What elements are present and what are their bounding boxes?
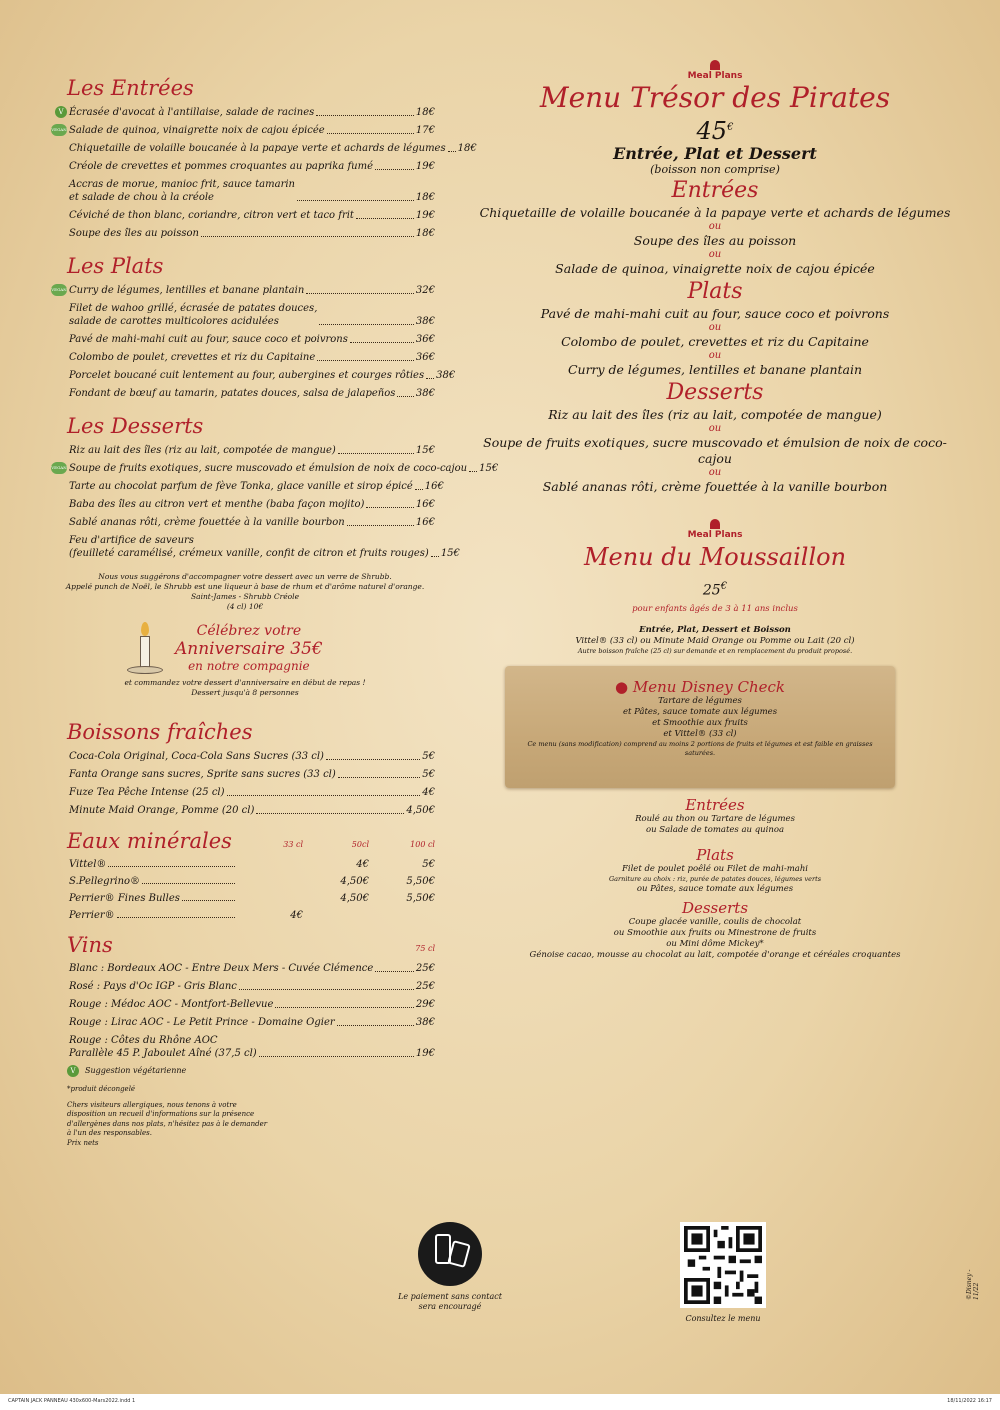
boissons-list [55,750,435,817]
menu-item [69,351,435,364]
item-price: 19€ [415,1048,435,1059]
shrubb-note [55,572,435,612]
item-name: Fondant de bœuf au tamarin, patates douces, salsa de jalapeños [69,388,396,399]
payment-line: sera encouragé [418,1302,482,1311]
footer-file: CAPTAIN JACK PANNEAU 430x600-Mars2022.indd 1 [8,1398,136,1404]
tresor-sub: Entrée, Plat et Dessert [613,144,817,163]
ou-separator: ou [708,350,722,361]
right-column [470,60,960,961]
item-name: Minute Maid Orange, Pomme (20 cl) [69,805,255,816]
disney-check-title [513,678,887,696]
entrees-title: Les Entrées [67,76,194,100]
item-price: 36€ [415,352,435,363]
moussaillon-currency: € [720,581,728,592]
vins-col: 75 cl [415,944,435,953]
moussaillon-price-value: 25 [702,582,721,599]
meal-plans-logo-icon [710,519,720,529]
print-footer [0,1394,1000,1410]
item-name: Pavé de mahi-mahi cuit au four, sauce coco et poivrons [69,334,348,345]
water-price: 5,50€ [406,893,435,904]
menu-item [69,160,435,173]
left-column [51,70,499,1148]
item-name: Céviché de thon blanc, coriandre, citron vert et taco frit [69,210,354,221]
meal-plans-logo: Meal Plans [687,71,743,81]
menu-item [69,998,435,1011]
tresor-item: Colombo de poulet, crevettes et riz du Capitaine [561,334,869,349]
item-name: Riz au lait des îles (riz au lait, compotée de mangue) [69,445,336,456]
menu-item [51,284,435,297]
menu-item [69,1034,435,1060]
item-price: 16€ [424,481,444,492]
menu-item [69,142,477,155]
plats-title: Les Plats [67,254,164,278]
item-name: Baba des îles au citron vert et menthe (baba façon mojito) [69,499,365,510]
menu-item [69,498,435,511]
item-name: Salade de quinoa, vinaigrette noix de cajou épicée [69,125,325,136]
menu-item [69,387,435,400]
item-price: 29€ [415,999,435,1010]
disney-check-line: Tartare de légumes [658,695,742,706]
water-price: 5,50€ [406,876,435,887]
item-price: 38€ [415,388,435,399]
tresor-item: Riz au lait des îles (riz au lait, compotée de mangue) [548,407,882,422]
prix-nets: Prix nets [67,1138,99,1147]
legend [67,1065,435,1148]
tresor-item: Sablé ananas rôti, crème fouettée à la vanille bourbon [542,479,888,494]
item-price: 38€ [436,370,456,381]
menu-item [69,1016,435,1029]
meal-plans-logo-icon [710,60,720,70]
item-price: 32€ [415,285,435,296]
menu-item [69,178,435,204]
moussaillon-dessert: Génoise cacao, mousse au chocolat au lait, compotée d'orange et céréales croquantes [529,949,901,960]
moussaillon-dessert: ou Mini dôme Mickey* [666,938,764,949]
vins-title: Vins [67,933,113,957]
item-name: Écrasée d'avocat à l'antillaise, salade de racines [69,107,315,118]
ou-separator: ou [708,221,722,232]
desserts-title: Les Desserts [67,414,204,438]
item-price: 15€ [440,548,460,559]
plats-list [51,284,456,400]
menu-item [69,980,435,993]
water-price: 4,50€ [340,876,369,887]
anniversary-note [55,678,435,698]
menu-item [58,106,435,119]
item-name: Feu d'artifice de saveurs [69,535,194,546]
item-name: Accras de morue, manioc frit, sauce tamarin [69,179,295,190]
shrubb-line: Appelé punch de Noël, le Shrubb est une liqueur à base de rhum et d'arôme naturel d'orange. [65,582,425,591]
item-name: Rosé : Pays d'Oc IGP - Gris Blanc [69,981,237,992]
menu-item [69,750,435,763]
item-name-line2: Parallèle 45 P. Jaboulet Aîné (37,5 cl) [69,1048,257,1059]
shrubb-line: Saint-James - Shrubb Créole [190,592,300,601]
moussaillon-price [470,574,960,604]
eaux-col: 100 cl [410,840,435,849]
ou-separator: ou [708,249,722,260]
water-price: 4,50€ [340,893,369,904]
water-name: Vittel® [69,859,107,870]
item-price: 18€ [415,192,435,203]
menu-item [69,804,435,817]
item-price: 18€ [415,107,435,118]
item-name: Curry de légumes, lentilles et banane plantain [69,285,305,296]
qr-block [678,1222,768,1323]
water-price: 4€ [290,910,303,921]
footer-date: 18/11/2022 16:17 [947,1398,992,1404]
item-price: 19€ [415,161,435,172]
tresor-item: Salade de quinoa, vinaigrette noix de cajou épicée [555,261,875,276]
menu-item [69,302,435,328]
water-row [69,859,435,870]
item-price: 4,50€ [406,805,435,816]
menu-item [69,962,435,975]
tresor-section-title: Plats [687,279,743,304]
moussaillon-sub: Entrée, Plat, Dessert et Boisson [639,624,791,635]
water-name: Perrier® [69,910,115,921]
item-price: 17€ [415,125,435,136]
water-name: Perrier® Fines Bulles [69,893,180,904]
item-name: Fanta Orange sans sucres, Sprite sans sucres (33 cl) [69,769,336,780]
anniversary-line: en notre compagnie [188,659,310,673]
menu-item [69,480,444,493]
item-name-line2: et salade de chou à la créole [69,192,214,203]
disney-check-note: Ce menu (sans modification) comprend au moins 2 portions de fruits et légumes et est faible en graisses saturées. [527,739,873,757]
ou-separator: ou [708,467,722,478]
item-name: Sablé ananas rôti, crème fouettée à la vanille bourbon [69,517,345,528]
allergy-line: à l'un des responsables. [67,1129,152,1137]
contactless-icon [418,1222,482,1286]
menu-item [69,768,435,781]
eaux-title: Eaux minérales [67,829,232,853]
shrubb-line: Nous vous suggérons d'accompagner votre dessert avec un verre de Shrubb. [98,572,392,581]
water-name: S.Pellegrino® [69,876,141,887]
item-name-line2: salade de carottes multicolores acidulées [69,316,279,327]
item-name: Chiquetaille de volaille boucanée à la papaye verte et achards de légumes [69,143,446,154]
item-name: Colombo de poulet, crevettes et riz du Capitaine [69,352,316,363]
tresor-item: Pavé de mahi-mahi cuit au four, sauce coco et poivrons [540,306,890,321]
tresor-price-value: 45 [696,117,728,145]
meal-plans-logo: Meal Plans [687,530,743,540]
item-name: Blanc : Bordeaux AOC - Entre Deux Mers - Cuvée Clémence [69,963,374,974]
tresor-section-title: Desserts [666,380,764,405]
qr-caption: Consultez le menu [685,1314,761,1323]
desserts-list [51,444,499,560]
water-row [69,876,435,887]
vins-header [55,927,435,959]
tresor-section-title: Entrées [671,178,759,203]
tresor-item: Curry de légumes, lentilles et banane plantain [567,362,863,377]
item-price: 5€ [422,769,435,780]
item-name: Rouge : Lirac AOC - Le Petit Prince - Domaine Ogier [69,1017,335,1028]
disney-check-line: et Smoothie aux fruits [652,717,748,728]
water-price: 4€ [356,859,369,870]
tresor-price [470,115,960,144]
contactless-payment [390,1222,510,1312]
item-name-line2: (feuilleté caramélisé, crémeux vanille, confit de citron et fruits rouges) [69,548,429,559]
item-price: 16€ [415,499,435,510]
item-name: Soupe des îles au poisson [69,228,199,239]
menu-item [69,227,435,240]
anniversary-line: Célébrez votre [196,623,302,639]
moussaillon-dessert: ou Smoothie aux fruits ou Minestrone de fruits [613,927,817,938]
tresor-currency: € [727,122,734,133]
menu-item [69,516,435,529]
item-price: 36€ [415,334,435,345]
moussaillon-plat: ou Pâtes, sauce tomate aux légumes [636,883,794,894]
water-row [69,910,435,921]
item-price: 19€ [415,210,435,221]
tresor-sub2: (boisson non comprise) [650,163,780,176]
eaux-list [55,859,435,921]
boissons-title: Boissons fraîches [67,720,253,744]
disney-check-parchment [505,666,895,788]
anniversary-price: Anniversaire 35€ [175,639,323,659]
qr-code-icon [684,1226,762,1304]
water-price: 5€ [422,859,435,870]
moussaillon-plat: Filet de poulet poêlé ou Filet de mahi-mahi [621,863,809,874]
item-price: 5€ [422,751,435,762]
menu-item [69,534,460,560]
ou-separator: ou [708,322,722,333]
decongele-label: *produit décongelé [67,1085,136,1093]
moussaillon-plat: Garniture au choix : riz, purée de patates douces, légumes verts [608,874,822,883]
mickey-icon: ● [614,677,629,696]
item-price: 38€ [415,316,435,327]
anniversary-block [125,618,435,678]
veg-label: Suggestion végétarienne [85,1066,187,1076]
moussaillon-drinks-note: Autre boisson fraîche (25 cl) sur demande et en remplacement du produit proposé. [577,646,853,655]
entrees-list [51,106,477,240]
eaux-col: 33 cl [283,840,303,849]
payment-line: Le paiement sans contact [398,1292,502,1301]
item-price: 15€ [415,445,435,456]
anniversary-note-line: Dessert jusqu'à 8 personnes [191,688,299,697]
item-name: Soupe de fruits exotiques, sucre muscovado et émulsion de noix de coco-cajou [69,463,468,474]
disney-check-line: et Pâtes, sauce tomate aux légumes [622,706,778,717]
eaux-col: 50cl [351,840,369,849]
item-name: Rouge : Médoc AOC - Montfort-Bellevue [69,999,274,1010]
tresor-item: Chiquetaille de volaille boucanée à la papaye verte et achards de légumes [479,205,951,220]
moussaillon-entrees-title: Entrées [685,795,745,814]
moussaillon-title: Menu du Moussaillon [583,543,847,571]
allergy-line: Chers visiteurs allergiques, nous tenons à votre [67,1100,237,1109]
item-name: Tarte au chocolat parfum de fève Tonka, glace vanille et sirop épicé [69,481,413,492]
tresor-item: Soupe des îles au poisson [633,233,797,248]
item-price: 25€ [415,981,435,992]
tresor-title: Menu Trésor des Pirates [539,81,891,114]
moussaillon-desserts-title: Desserts [681,898,749,917]
moussaillon-entree: Roulé au thon ou Tartare de légumes [635,813,795,824]
candle-icon [125,618,165,678]
item-name: Filet de wahoo grillé, écrasée de patates douces, [69,303,318,314]
copyright: ©Disney - 11/22 [966,1269,980,1300]
disney-check-title-text: Menu Disney Check [632,677,785,696]
disney-check-line: et Vittel® (33 cl) [663,728,737,739]
eaux-header [55,823,435,855]
vegan-icon: VEGAN [51,462,67,474]
item-name: Porcelet boucané cuit lentement au four, aubergines et courges rôties [69,370,425,381]
vegan-icon: VEGAN [51,124,67,136]
water-row [69,893,435,904]
shrubb-line: (4 cl) 10€ [226,602,264,611]
item-name: Fuze Tea Pêche Intense (25 cl) [69,787,225,798]
anniversary-note-line: et commandez votre dessert d'anniversaire en début de repas ! [124,678,366,687]
moussaillon-entree: ou Salade de tomates au quinoa [645,824,785,835]
menu-item [51,462,499,475]
menu-item [69,369,456,382]
tresor-item: Soupe de fruits exotiques, sucre muscovado et émulsion de noix de coco-cajou [483,435,947,466]
tresor-sections [470,178,960,495]
item-price: 16€ [415,517,435,528]
menu-item [69,333,435,346]
moussaillon-age: pour enfants âgés de 3 à 11 ans inclus [632,603,798,614]
ou-separator: ou [708,423,722,434]
item-price: 18€ [457,143,477,154]
item-name: Créole de crevettes et pommes croquantes au paprika fumé [69,161,373,172]
vegan-icon: VEGAN [51,284,67,296]
menu-item [69,444,435,457]
item-price: 38€ [415,1017,435,1028]
menu-item [51,124,435,137]
menu-item [69,786,435,799]
item-price: 25€ [415,963,435,974]
vegetarian-icon: V [67,1065,79,1077]
item-name: Coca-Cola Original, Coca-Cola Sans Sucres (33 cl) [69,751,324,762]
allergy-line: disposition un recueil d'informations sur la présence [67,1110,255,1118]
moussaillon-dessert: Coupe glacée vanille, coulis de chocolat [628,916,802,927]
moussaillon-drinks: Vittel® (33 cl) ou Minute Maid Orange ou Pomme ou Lait (20 cl) [575,635,855,646]
item-price: 4€ [422,787,435,798]
vegetarian-icon: V [55,106,67,118]
item-name: Rouge : Côtes du Rhône AOC [69,1035,218,1046]
moussaillon-plats-title: Plats [696,845,734,864]
allergy-line: d'allergènes dans nos plats, n'hésitez pas à le demander [67,1119,268,1128]
vins-list [55,962,435,1060]
qr-code[interactable] [680,1222,766,1308]
menu-item [69,209,435,222]
item-price: 18€ [415,228,435,239]
item-price: 15€ [479,463,499,474]
